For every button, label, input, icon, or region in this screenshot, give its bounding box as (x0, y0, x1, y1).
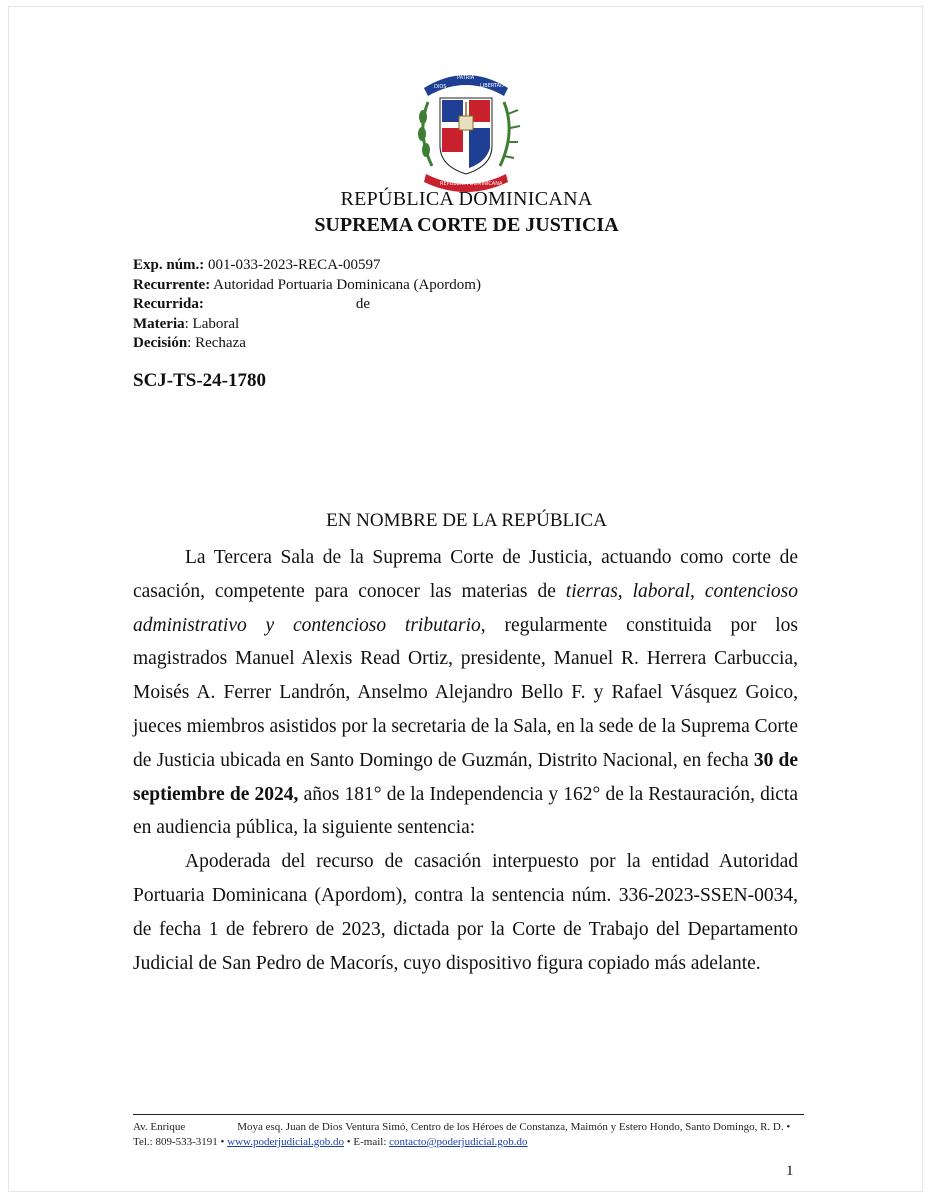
exp-value: 001-033-2023-RECA-00597 (204, 257, 381, 273)
paragraph-1-date: 30 de septiembre de 2024, (133, 749, 798, 805)
materia-value: : Laboral (184, 315, 240, 332)
materia-row (133, 315, 481, 335)
footer-address: Moya esq. Juan de Dios Ventura Simó, Centro de los Héroes de Constanza, Maimón y Estero Hondo, Santo Domingo, R. D. • Tel.: 809-533-3191 • (133, 1121, 791, 1148)
republic-title: REPÚBLICA DOMINICANA (340, 188, 593, 210)
recurrida-row (133, 295, 481, 315)
case-metadata (133, 256, 481, 354)
court-title: SUPREMA CORTE DE JUSTICIA (314, 214, 619, 236)
footer-email-label: • E-mail: (344, 1136, 390, 1148)
coat-of-arms-seal (410, 62, 522, 192)
recurrida-value: de (355, 296, 370, 312)
seal-motto-center: PATRIA (457, 75, 475, 81)
decision-row (133, 334, 481, 354)
footer-email-link[interactable]: contacto@poderjudicial.gob.do (389, 1136, 528, 1148)
seal-motto-right: LIBERTAD (480, 83, 504, 89)
paragraph-1-part3: años 181° de la Independencia y 162° de la Restauración, dicta en audiencia pública, la siguiente sentencia: (133, 783, 799, 839)
recurrente-label: Recurrente: (133, 276, 211, 293)
seal-motto-left: DIOS (434, 84, 447, 90)
footer (133, 1120, 804, 1150)
decision-value: : Rechaza (187, 335, 246, 351)
case-id: SCJ-TS-24-1780 (133, 370, 267, 391)
paragraph-1-part2: , regularmente constituida por los magistrados Manuel Alexis Read Ortiz, presidente, Manuel R. Herrera Carbuccia, Moisés A. Ferrer Landrón, Anselmo Alejandro Bello F. y Rafael Vásquez Goico, jueces miembros asistidos por la secretaria de la Sala, en la sede de la Suprema Corte de Justicia ubicada en Santo Domingo de Guzmán, Distrito Nacional, en fecha (133, 614, 798, 771)
paragraph-2: Apoderada del recurso de casación interpuesto por la entidad Autoridad Portuaria Dominicana (Apordom), contra la sentencia núm. 336-2023-SSEN-0034, de fecha 1 de febrero de 2023, dictada por la Corte de Trabajo del Departamento Judicial de San Pedro de Macorís, cuyo dispositivo figura copiado más adelante. (133, 851, 798, 974)
paragraph-1 (133, 541, 798, 845)
exp-row (133, 256, 481, 276)
recurrente-value: Autoridad Portuaria Dominicana (Apordom) (210, 276, 481, 293)
paragraph-1-part1: La Tercera Sala de la Suprema Corte de Justicia, actuando como corte de casación, competente para conocer las materias de (133, 547, 798, 602)
footer-divider (133, 1114, 804, 1115)
exp-label: Exp. núm.: (133, 257, 205, 273)
footer-website-link[interactable]: www.poderjudicial.gob.do (227, 1136, 345, 1148)
section-heading: EN NOMBRE DE LA REPÚBLICA (326, 510, 607, 531)
footer-address-start: Av. Enrique (133, 1121, 186, 1133)
body-text (133, 541, 798, 980)
page-number: 1 (786, 1163, 794, 1179)
paragraph-1-italic: tierras, laboral, contencioso administrativo y contencioso tributario (133, 580, 798, 636)
decision-label: Decisión (133, 335, 188, 351)
seal-banner: REPÚBLICA DOMINICANA (440, 181, 503, 187)
recurrente-row (133, 276, 481, 296)
recurrida-label: Recurrida: (133, 296, 204, 312)
materia-label: Materia (133, 315, 185, 332)
